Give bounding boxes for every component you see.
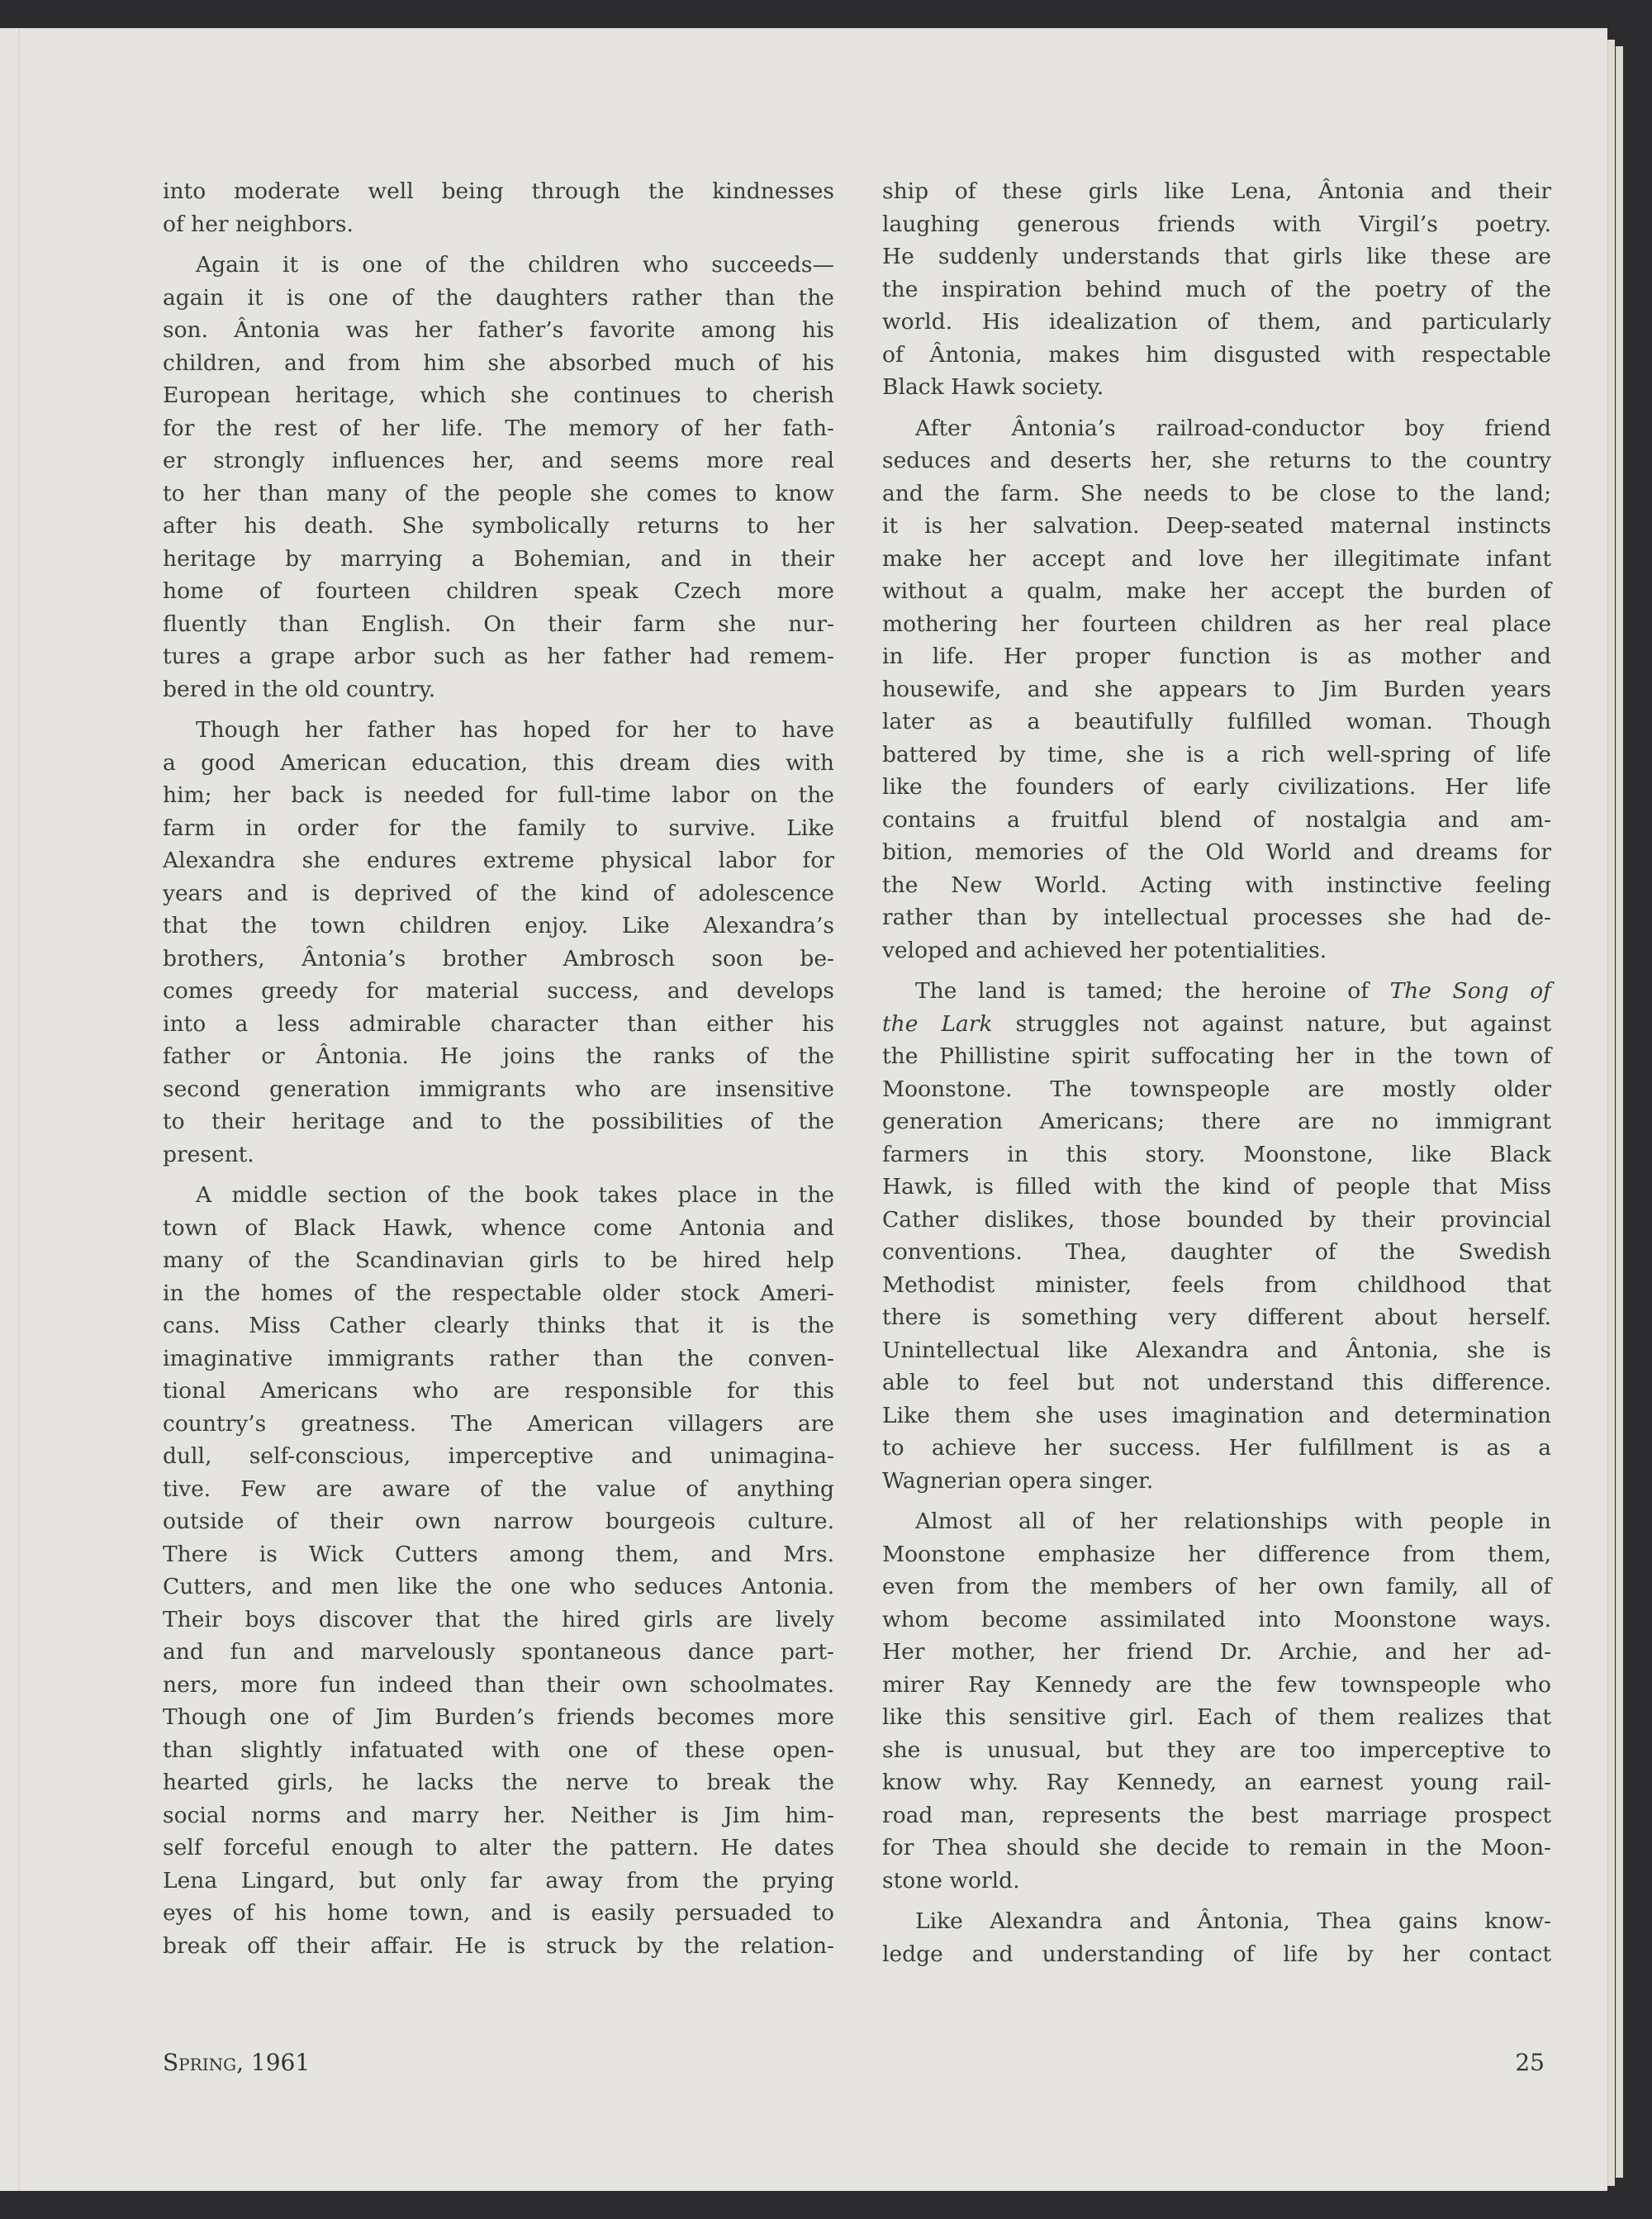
text-line: stone world. xyxy=(882,1867,1020,1894)
text-line: and fun and marvelously spontaneous dance part- xyxy=(163,1639,834,1665)
text-line: Lena Lingard, but only far away from the prying xyxy=(163,1867,834,1894)
text-line: ledge and understanding of life by her contact xyxy=(882,1941,1551,1967)
text-line: the Phillistine spirit suffocating her in the town of xyxy=(882,1043,1551,1069)
text-line: for the rest of her life. The memory of her fath- xyxy=(163,415,834,441)
text-line: of Ântonia, makes him disgusted with respectable xyxy=(882,341,1551,368)
text-line: the New World. Acting with instinctive feeling xyxy=(882,872,1551,898)
text-line: Almost all of her relationships with people in xyxy=(915,1509,1551,1534)
text-line: dull, self-conscious, imperceptive and unimagina- xyxy=(163,1443,834,1469)
text-line: A middle section of the book takes place in the xyxy=(196,1182,834,1208)
text-line: bered in the old country. xyxy=(163,676,436,702)
text-line: him; her back is needed for full-time labor on the xyxy=(163,782,834,808)
text-line: for Thea should she decide to remain in the Moon- xyxy=(882,1835,1551,1860)
text-line: Hawk, is filled with the kind of people that Miss xyxy=(882,1174,1551,1200)
text-line: father or Ântonia. He joins the ranks of the xyxy=(163,1043,834,1069)
text-line: Though one of Jim Burden’s friends becomes more xyxy=(163,1704,834,1730)
text-line: After Ântonia’s railroad-conductor boy friend xyxy=(915,415,1551,441)
text-line: home of fourteen children speak Czech more xyxy=(163,578,834,604)
text-column-left xyxy=(163,175,834,1970)
text-line: and the farm. She needs to be close to the land; xyxy=(882,480,1551,506)
text-line: in the homes of the respectable older stock Ameri- xyxy=(163,1280,834,1306)
text-line: Alexandra she endures extreme physical labor for xyxy=(163,848,834,873)
page-gutter-line xyxy=(18,28,20,2191)
text-line: Cutters, and men like the one who seduces Antonia. xyxy=(163,1574,834,1599)
text-line: Unintellectual like Alexandra and Ântonia, she is xyxy=(882,1337,1551,1363)
text-segment: The land is tamed; the heroine of xyxy=(915,978,1390,1004)
text-line: fluently than English. On their farm she nur- xyxy=(163,611,834,637)
text-line: European heritage, which she continues to cherish xyxy=(163,383,834,408)
text-line: brothers, Ântonia’s brother Ambrosch soon be- xyxy=(163,945,834,972)
text-line: whom become assimilated into Moonstone ways. xyxy=(882,1606,1551,1632)
book-title-italic: The Song of xyxy=(1389,978,1551,1004)
text-line: in life. Her proper function is as mother and xyxy=(882,644,1551,669)
text-line: again it is one of the daughters rather than the xyxy=(163,284,834,311)
text-line: town of Black Hawk, whence come Antonia and xyxy=(163,1214,834,1241)
text-line: self forceful enough to alter the pattern. He dates xyxy=(163,1835,834,1860)
text-line: ship of these girls like Lena, Ântonia and their xyxy=(882,178,1551,204)
text-line: to their heritage and to the possibilities of the xyxy=(163,1109,834,1134)
text-line: children, and from him she absorbed much of his xyxy=(163,349,834,376)
text-line: like the founders of early civilizations. Her life xyxy=(882,774,1551,800)
text-line: than slightly infatuated with one of these open- xyxy=(163,1737,834,1763)
text-line: bition, memories of the Old World and dreams for xyxy=(882,839,1551,865)
text-line: break off their affair. He is struck by the relation- xyxy=(163,1932,834,1959)
text-line: Moonstone. The townspeople are mostly older xyxy=(882,1076,1551,1102)
page-stack-edge xyxy=(1616,46,1623,2178)
book-title-italic: the Lark xyxy=(882,1010,993,1037)
text-line: imaginative immigrants rather than the conven- xyxy=(163,1345,834,1371)
issue-date-footer: Spring, 1961 xyxy=(163,2049,311,2076)
text-line: country’s greatness. The American villagers are xyxy=(163,1410,834,1437)
text-line: There is Wick Cutters among them, and Mrs. xyxy=(163,1541,834,1567)
text-line: of her neighbors. xyxy=(163,211,354,237)
paragraph xyxy=(163,175,834,240)
text-line: comes greedy for material success, and develops xyxy=(163,978,834,1004)
paragraph xyxy=(882,175,1551,404)
text-line: outside of their own narrow bourgeois culture. xyxy=(163,1509,834,1534)
text-line: Again it is one of the children who succeeds— xyxy=(196,252,834,278)
text-line: rather than by intellectual processes she had de- xyxy=(882,905,1551,930)
text-line xyxy=(882,1008,1551,1041)
text-line: contains a fruitful blend of nostalgia and am- xyxy=(882,806,1551,833)
text-line: conventions. Thea, daughter of the Swedish xyxy=(882,1239,1551,1265)
text-line: tional Americans who are responsible for this xyxy=(163,1378,834,1404)
text-line: Methodist minister, feels from childhood that xyxy=(882,1271,1551,1298)
text-line: eyes of his home town, and is easily persuaded to xyxy=(163,1900,834,1926)
text-line: to achieve her success. Her fulfillment is as a xyxy=(882,1435,1551,1461)
text-line: housewife, and she appears to Jim Burden years xyxy=(882,676,1551,702)
text-line: hearted girls, he lacks the nerve to break the xyxy=(163,1770,834,1795)
text-line: laughing generous friends with Virgil’s poetry. xyxy=(882,211,1551,237)
text-line: Black Hawk society. xyxy=(882,374,1104,400)
paragraph xyxy=(882,412,1551,967)
text-line: mirer Ray Kennedy are the few townspeople who xyxy=(882,1671,1551,1698)
text-line: able to feel but not understand this difference. xyxy=(882,1370,1551,1395)
text-line: second generation immigrants who are insensitive xyxy=(163,1076,834,1102)
text-line: veloped and achieved her potentialities. xyxy=(882,937,1327,963)
text-line: Her mother, her friend Dr. Archie, and her ad- xyxy=(882,1639,1551,1665)
text-line: mothering her fourteen children as her real place xyxy=(882,611,1551,637)
text-line: road man, represents the best marriage prospect xyxy=(882,1802,1551,1828)
text-line: later as a beautifully fulfilled woman. Though xyxy=(882,709,1551,734)
text-line: a good American education, this dream dies with xyxy=(163,749,834,776)
text-line: without a qualm, make her accept the burden of xyxy=(882,578,1551,604)
text-line: social norms and marry her. Neither is Jim him- xyxy=(163,1802,834,1828)
page-stack-edge xyxy=(1607,40,1615,2186)
text-line xyxy=(882,975,1551,1008)
text-line: the inspiration behind much of the poetry of the xyxy=(882,276,1551,302)
text-line: even from the members of her own family, all of xyxy=(882,1574,1551,1599)
text-line: there is something very different about herself. xyxy=(882,1304,1551,1330)
text-line: she is unusual, but they are too imperceptive to xyxy=(882,1737,1551,1763)
text-column-right xyxy=(882,175,1551,1979)
text-line: present. xyxy=(163,1141,254,1167)
text-line: it is her salvation. Deep-seated maternal instincts xyxy=(882,513,1551,539)
text-line: farmers in this story. Moonstone, like Black xyxy=(882,1141,1551,1167)
text-line: son. Ântonia was her father’s favorite among his xyxy=(163,317,834,343)
paragraph xyxy=(163,714,834,1171)
text-line: ners, more fun indeed than their own schoolmates. xyxy=(163,1671,834,1698)
text-line: world. His idealization of them, and particularly xyxy=(882,309,1551,335)
text-line: battered by time, she is a rich well-spring of life xyxy=(882,741,1551,767)
paragraph xyxy=(163,1179,834,1962)
text-line: Like Alexandra and Ântonia, Thea gains know- xyxy=(915,1908,1551,1934)
text-line: years and is deprived of the kind of adolescence xyxy=(163,880,834,906)
text-line: seduces and deserts her, she returns to the country xyxy=(882,448,1551,473)
text-line: He suddenly understands that girls like these are xyxy=(882,244,1551,269)
text-line: Cather dislikes, those bounded by their provincial xyxy=(882,1206,1551,1233)
text-line: many of the Scandinavian girls to be hired help xyxy=(163,1247,834,1273)
text-line: after his death. She symbolically returns to her xyxy=(163,513,834,539)
text-line: Moonstone emphasize her difference from them, xyxy=(882,1541,1551,1567)
text-line: Like them she uses imagination and determination xyxy=(882,1402,1551,1428)
text-line: into a less admirable character than either his xyxy=(163,1010,834,1037)
text-line: heritage by marrying a Bohemian, and in their xyxy=(163,545,834,572)
text-line: that the town children enjoy. Like Alexandra’s xyxy=(163,913,834,938)
text-line: farm in order for the family to survive. Like xyxy=(163,815,834,841)
paragraph xyxy=(882,1505,1551,1897)
text-line: tive. Few are aware of the value of anything xyxy=(163,1475,834,1502)
text-line: Though her father has hoped for her to have xyxy=(196,717,834,743)
paragraph xyxy=(882,1905,1551,1970)
text-line: make her accept and love her illegitimate infant xyxy=(882,545,1551,572)
text-segment: struggles not against nature, but against xyxy=(992,1010,1551,1037)
text-line: generation Americans; there are no immigrant xyxy=(882,1109,1551,1134)
text-line: Their boys discover that the hired girls are lively xyxy=(163,1606,834,1632)
text-line: cans. Miss Cather clearly thinks that it is the xyxy=(163,1313,834,1338)
text-line: like this sensitive girl. Each of them realizes that xyxy=(882,1704,1551,1730)
text-line: Wagnerian opera singer. xyxy=(882,1467,1154,1494)
text-line: er strongly influences her, and seems more real xyxy=(163,448,834,473)
text-line: tures a grape arbor such as her father had remem- xyxy=(163,644,834,669)
paragraph xyxy=(163,249,834,706)
text-line: into moderate well being through the kindnesses xyxy=(163,178,834,204)
page-number: 25 xyxy=(1515,2049,1545,2076)
paragraph xyxy=(882,975,1551,1497)
text-line: know why. Ray Kennedy, an earnest young rail- xyxy=(882,1770,1551,1795)
text-line: to her than many of the people she comes to know xyxy=(163,480,834,506)
